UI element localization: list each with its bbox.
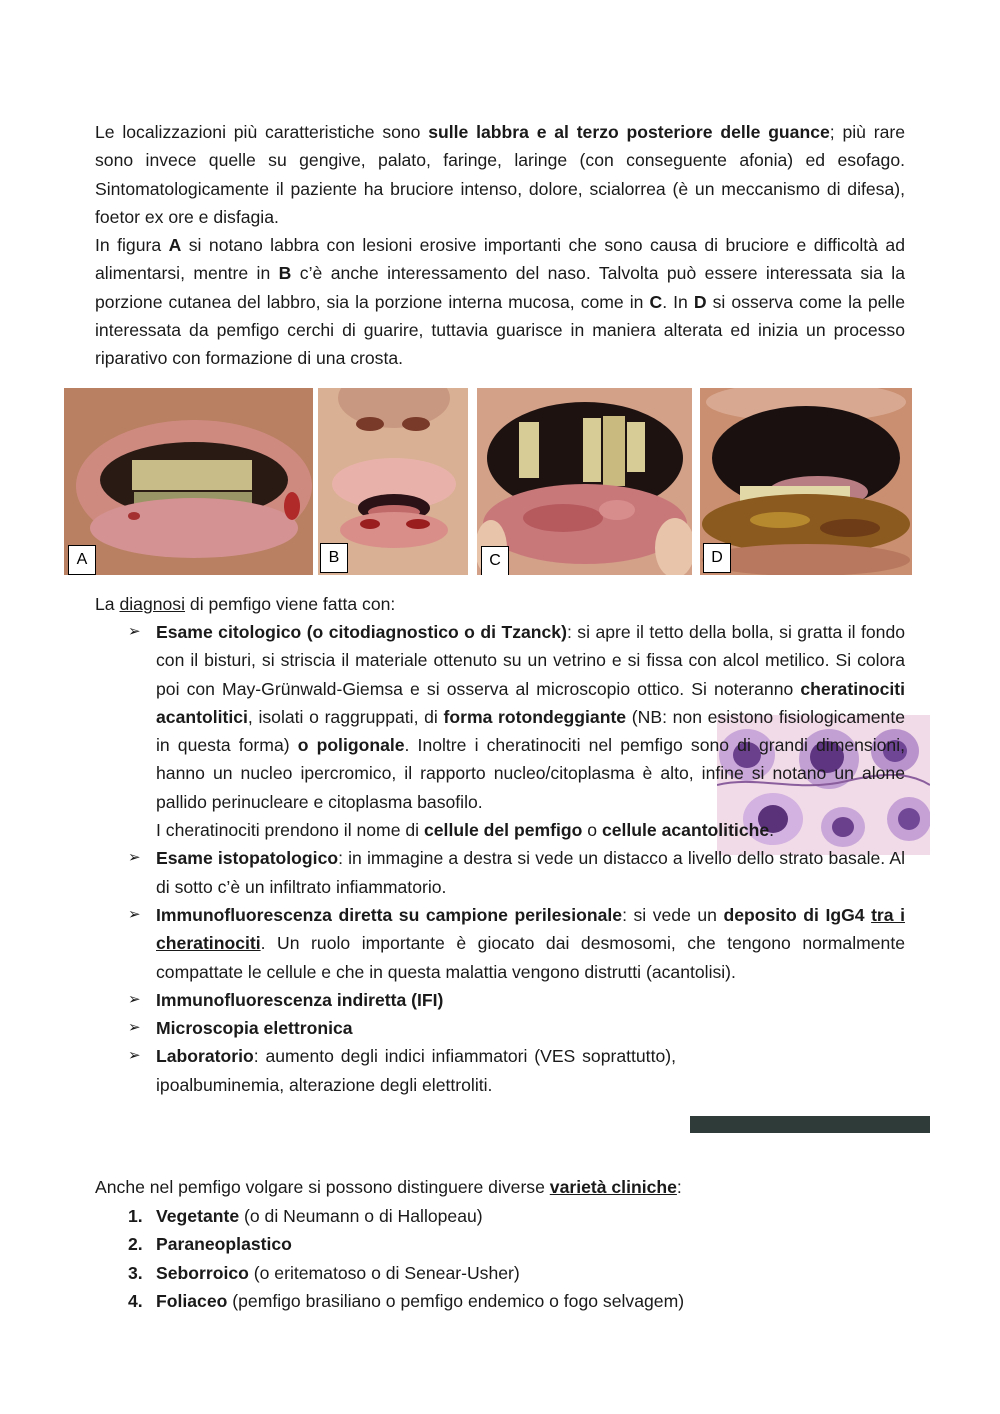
photo-d-crusted-lesions: [700, 388, 912, 575]
varieties-intro: [95, 1173, 905, 1201]
text-run: si notano labbra con lesioni erosive importanti che sono causa di bruciore e difficoltà ad alimentarsi, mentre in: [95, 235, 905, 284]
photo-c-label: C: [481, 546, 509, 575]
variety-number: 2.: [128, 1234, 143, 1255]
variety-item: [128, 1259, 905, 1287]
text-run: (pemfigo brasiliano o pemfigo endemico o fogo selvagem): [227, 1290, 685, 1311]
variety-number: 4.: [128, 1290, 143, 1311]
variety-item: [128, 1202, 905, 1230]
variety-text: [156, 1230, 905, 1258]
bullet-arrow-icon: ➢: [128, 623, 141, 640]
text-run: Immunofluorescenza indiretta (IFI): [156, 989, 444, 1010]
text-run: (NB: non esistono fisiologicamente in questa forma): [156, 706, 905, 756]
text-run: tra i cheratinociti: [156, 904, 905, 954]
text-run: o poligonale: [297, 735, 405, 756]
text-run: c’è anche interessamento del naso. Talvolta può essere interessata sia la porzione cutanea del labbro, sia la porzione interna mucosa, come in: [95, 263, 905, 312]
text-run: Esame istopatologico: [156, 848, 339, 869]
text-run: deposito di IgG4: [723, 904, 872, 925]
text-run: B: [278, 263, 292, 284]
text-run: forma rotondeggiante: [443, 706, 627, 727]
diagnosis-item-electron-microscopy: [128, 1014, 905, 1042]
variety-text: [156, 1202, 905, 1230]
histopathology-image: [690, 1116, 930, 1133]
bullet-arrow-icon: ➢: [128, 990, 141, 1008]
text-run: di pemfigo viene fatta con:: [185, 594, 396, 614]
intro-paragraph-localizations: [95, 118, 905, 231]
text-run: Anche nel pemfigo volgare si possono distinguere diverse: [95, 1177, 550, 1197]
text-run: A: [168, 235, 182, 255]
text-run: varietà cliniche: [549, 1177, 677, 1197]
cytology-extra-text: [156, 816, 905, 844]
text-run: La: [95, 594, 120, 614]
photo-d-label: D: [703, 543, 731, 573]
text-run: . Inoltre i cheratinociti nel pemfigo sono di grandi dimensioni, hanno un nucleo ipercromico, il rapporto nucleo/citoplasma è alto, infine si notano un alone pallido perinucleare e citoplasma basofilo.: [156, 735, 905, 812]
diagnosis-item-direct-immunofluorescence: [128, 901, 905, 986]
text-run: :: [676, 1177, 682, 1197]
text-run: Esame citologico (o citodiagnostico o di Tzanck): [156, 622, 567, 642]
text-run: Vegetante: [156, 1206, 240, 1226]
bullet-arrow-icon: ➢: [128, 849, 141, 867]
text-run: cellule acantolitiche: [601, 820, 770, 841]
text-run: . Un ruolo importante è giocato dai desmosomi, che tengono normalmente compattate le cellule e che in questa malattia vengono distrutti (acantolisi).: [156, 933, 905, 982]
indirect-if-text: [156, 986, 905, 1014]
text-run: cheratinociti acantolitici: [156, 678, 905, 727]
diagnosis-intro: [95, 590, 905, 618]
text-run: (o di Neumann o di Hallopeau): [239, 1206, 483, 1226]
text-run: : si vede un: [622, 904, 724, 925]
variety-item: [128, 1287, 905, 1315]
photo-a-lip-erosions: [64, 388, 313, 575]
text-run: , isolati o raggruppati, di: [247, 706, 444, 727]
variety-number: 1.: [128, 1206, 143, 1226]
text-run: : si apre il tetto della bolla, si gratta il fondo con il bisturi, si striscia il materiale ottenuto su un vetrino e si fissa con alcol metilico. Si colora poi con May-Grünwald-Giemsa e si osserva al microscopio ottico. Si noteranno: [156, 622, 906, 699]
text-run: I cheratinociti prendono il nome di: [156, 820, 424, 841]
text-run: Immunofluorescenza diretta su campione perilesionale: [156, 904, 623, 925]
histopathology-text: [156, 844, 905, 901]
diagnosis-item-cytology: [128, 618, 905, 844]
diagnosis-item-indirect-immunofluorescence: [128, 986, 905, 1014]
text-run: Microscopia elettronica: [156, 1018, 353, 1039]
cytology-text: [156, 622, 905, 812]
text-run: D: [693, 291, 707, 312]
bullet-arrow-icon: ➢: [128, 1047, 141, 1065]
text-run: (o eritematoso o di Senear-Usher): [248, 1262, 520, 1283]
photo-a-label: A: [68, 545, 96, 575]
photo-c-mucosal-lesions: [477, 388, 692, 575]
text-run: diagnosi: [119, 594, 186, 614]
photo-b-nose-lip-involvement: [318, 388, 468, 575]
text-run: Paraneoplastico: [156, 1234, 292, 1255]
bullet-arrow-icon: ➢: [128, 905, 141, 923]
variety-number: 3.: [128, 1262, 143, 1283]
diagnosis-methods-list: [128, 618, 905, 1099]
variety-text: [156, 1259, 905, 1287]
electron-microscopy-text: [156, 1014, 905, 1042]
variety-text: [156, 1287, 905, 1315]
laboratory-text: [156, 1042, 676, 1099]
text-run: In figura: [95, 235, 169, 255]
clinical-varieties-list: [128, 1202, 905, 1315]
intro-paragraph-figure-description: [95, 231, 905, 372]
text-run: : aumento degli indici infiammatori (VES soprattutto), ipoalbuminemia, alterazione degli elettroliti.: [156, 1046, 676, 1095]
text-run: Seborroico: [156, 1262, 249, 1283]
text-run: Foliaceo: [156, 1290, 228, 1311]
text-run: Laboratorio: [156, 1046, 254, 1067]
text-run: : in immagine a destra si vede un distacco a livello dello strato basale. Al di sotto c’è un infiltrato infiammatorio.: [156, 848, 905, 897]
text-run: o: [582, 820, 602, 841]
variety-item: [128, 1230, 905, 1258]
diagnosis-item-histopathology: [128, 844, 905, 901]
text-run: ; più rare sono invece quelle su gengive, palato, faringe, laringe (con conseguente afonia) ed esofago. Sintomatologicamente il paziente ha bruciore intenso, dolore, scialorrea (è un meccanismo di difesa), foetor ex ore e disfagia.: [95, 122, 906, 227]
text-run: C: [649, 291, 663, 312]
diagnosis-item-laboratory: [128, 1042, 905, 1099]
text-run: cellule del pemfigo: [423, 820, 583, 841]
direct-if-text: [156, 901, 905, 986]
text-run: . In: [662, 291, 694, 312]
photo-b-label: B: [320, 543, 348, 573]
text-run: Le localizzazioni più caratteristiche sono: [95, 122, 429, 142]
text-run: sulle labbra e al terzo posteriore delle guance: [428, 122, 830, 142]
text-run: .: [769, 820, 775, 841]
text-run: si osserva come la pelle interessata da pemfigo cerchi di guarire, tuttavia guarisce in maniera alterata ed inizia un processo riparativo con formazione di una crosta.: [95, 291, 905, 369]
bullet-arrow-icon: ➢: [128, 1019, 141, 1037]
